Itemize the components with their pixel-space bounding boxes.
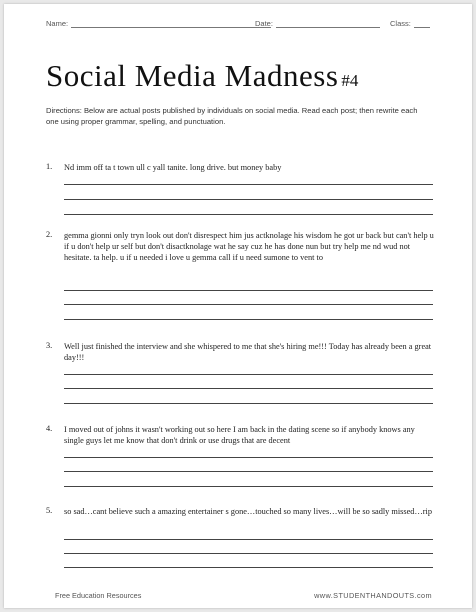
answer-line[interactable] [64,457,433,458]
question-number: 4. [46,424,53,433]
name-field-group [46,19,271,28]
name-line[interactable] [71,19,271,28]
question-number: 3. [46,341,53,350]
class-field-group [390,19,430,28]
answer-line[interactable] [64,471,433,472]
answer-line[interactable] [64,184,433,185]
question-text: Well just finished the interview and she whispered to me that she's hiring me!!! Today has already been a great day!!! [64,342,432,363]
answer-line[interactable] [64,567,433,568]
question-number: 1. [46,162,53,171]
question-text: I moved out of johns it wasn't working out so here I am back in the dating scene so if anybody knows any single guys let me know that don't drink or use drugs that are decent [64,425,415,446]
date-field-group [255,19,380,28]
answer-line[interactable] [64,539,433,540]
title-main: Social Media Madness [46,58,339,93]
student-info-header [4,19,472,33]
answer-line[interactable] [64,319,433,320]
answer-line[interactable] [64,304,433,305]
question-number: 2. [46,230,53,239]
class-label: Class: [390,19,411,28]
title-number: #4 [341,71,359,90]
answer-line[interactable] [64,553,433,554]
answer-line[interactable] [64,486,433,487]
footer-website[interactable]: www.STUDENTHANDOUTS.com [314,591,432,600]
answer-line[interactable] [64,214,433,215]
class-line[interactable] [414,19,430,28]
date-label: Date: [255,19,273,28]
page-title [46,58,358,94]
answer-line[interactable] [64,199,433,200]
name-label: Name: [46,19,69,28]
question-text: Nd imm off ta t town ull c yall tanite. long drive. but money baby [64,163,282,172]
question-text: gemma gionni only tryn look out don't disrespect him jus actknolage his wisdom he got ur back but can't help u if u don't help ur self but don't disactknolage wat he say cuz he has done nun but try help me nd wud not hesitate. ta help. u if u needed i love u gemma call if u need sumone to vent to [64,231,434,263]
footer-publisher: Free Education Resources [55,591,142,600]
directions-text: Directions: Below are actual posts published by individuals on social media. Read each post; then rewrite each one using proper grammar, spelling, and punctuation. [46,106,418,126]
page-footer [4,591,472,603]
date-line[interactable] [276,19,380,28]
answer-line[interactable] [64,403,433,404]
answer-line[interactable] [64,374,433,375]
worksheet-page [4,4,472,608]
question-text: so sad…cant believe such a amazing entertainer s gone…touched so many lives…will be so sadly missed…rip [64,507,432,516]
question-number: 5. [46,506,53,515]
answer-line[interactable] [64,290,433,291]
answer-line[interactable] [64,388,433,389]
